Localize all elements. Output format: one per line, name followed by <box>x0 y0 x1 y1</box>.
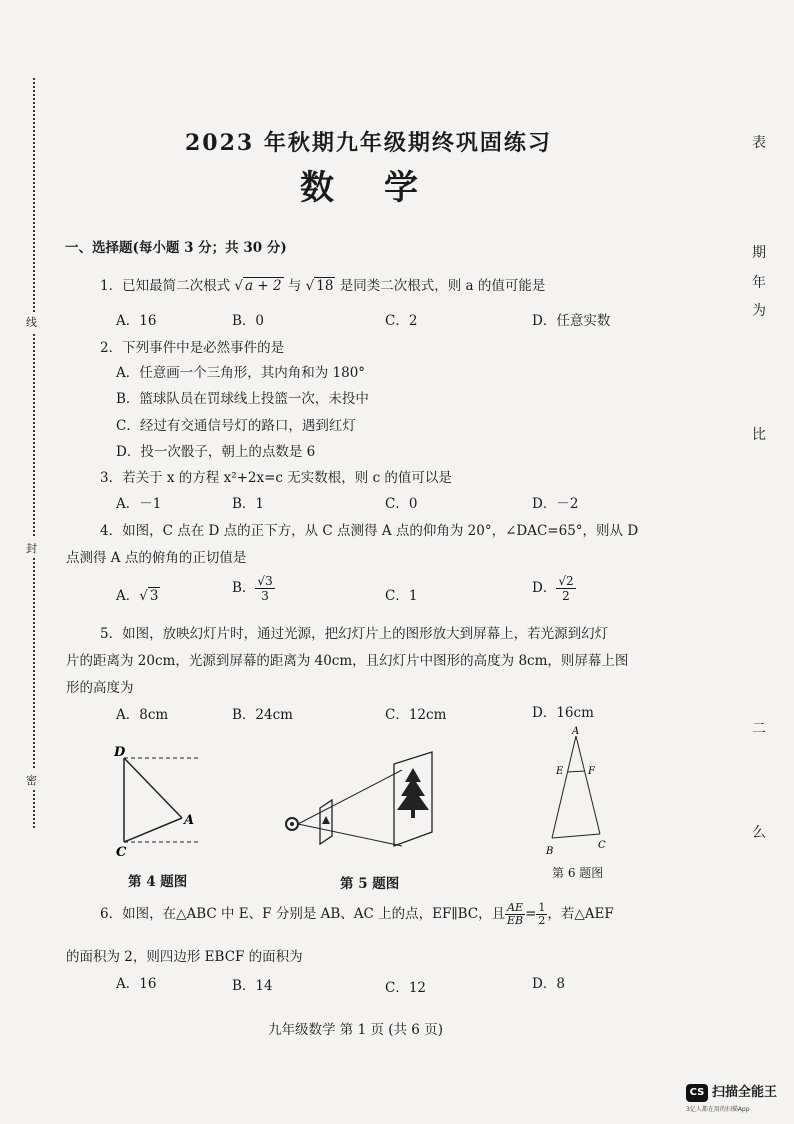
fig6-edge-bc <box>552 834 600 838</box>
figure-5-caption: 第 5 题图 <box>340 876 400 892</box>
right-char: 二 <box>752 721 766 737</box>
fig6-label-a: A <box>572 726 580 737</box>
question-4-line1: 4．如图，C 点在 D 点的正下方，从 C 点测得 A 点的仰角为 20°，∠DAC=65°，则从 D <box>100 523 639 539</box>
fig4-label-c: C <box>116 845 127 860</box>
tree-icon <box>397 768 429 810</box>
q5-option-c: C．12cm <box>385 707 447 723</box>
right-char: 表 <box>752 135 766 151</box>
question-3-stem: 3．若关于 x 的方程 x²+2x=c 无实数根，则 c 的值可以是 <box>100 470 452 486</box>
fig6-edge-ab <box>552 736 576 838</box>
binding-char-xian: 线 <box>26 312 37 332</box>
q2-option-b: B．篮球队员在罚球线上投篮一次，未投中 <box>116 391 369 407</box>
watermark-subtitle: 3亿人都在用的扫描App <box>686 1106 750 1113</box>
q5-option-a: A．8cm <box>116 707 169 723</box>
watermark-name: 扫描全能王 <box>712 1085 778 1100</box>
radicand: a + 2 <box>245 278 282 294</box>
question-4-line2: 点测得 A 点的俯角的正切值是 <box>66 550 247 566</box>
q2-option-d: D．投一次骰子，朝上的点数是 6 <box>116 444 316 460</box>
fig4-label-d: D <box>114 745 126 760</box>
q4-option-b: B． $\frac{√3}{3}$ <box>232 574 273 603</box>
fig4-edge-ca <box>124 818 182 842</box>
binding-char-mi: 密 <box>26 770 37 790</box>
q4-option-a: A．√ 3 <box>116 588 159 604</box>
q3-option-b: B．1 <box>232 496 265 512</box>
figure-4-caption: 第 4 题图 <box>128 874 188 890</box>
q3-option-d: D．－2 <box>532 496 579 512</box>
question-6-line2: 的面积为 2，则四边形 EBCF 的面积为 <box>66 949 303 965</box>
figure-6-diagram <box>540 722 620 862</box>
fig6-segment-ef <box>567 771 585 772</box>
right-char: 期 <box>752 245 766 261</box>
light-source-core <box>290 822 294 826</box>
q2-option-c: C．经过有交通信号灯的路口，遇到红灯 <box>116 418 356 434</box>
question-5-line2: 片的距离为 20cm，光源到屏幕的距离为 40cm，且幻灯片中图形的高度为 8cm，则屏幕上图 <box>66 653 629 669</box>
fig5-ray-bottom <box>298 824 402 846</box>
q4-option-d: D． $\frac{√2}{2}$ <box>532 574 574 603</box>
q1-option-d: D．任意实数 <box>532 313 611 329</box>
q6-option-b: B．14 <box>232 978 273 994</box>
right-char: 为 <box>752 303 766 319</box>
q1-option-b: B．0 <box>232 313 265 329</box>
camscanner-logo-icon: CS <box>686 1084 708 1102</box>
fig4-label-a: A <box>184 813 195 828</box>
right-char: 么 <box>752 825 766 841</box>
q6-option-c: C．12 <box>385 980 427 996</box>
tree-trunk <box>411 810 415 818</box>
q2-option-a: A．任意画一个三角形，其内角和为 180° <box>116 365 366 381</box>
fig5-ray-top <box>298 770 402 824</box>
page-footer: 九年级数学 第 1 页 (共 6 页) <box>268 1022 443 1038</box>
question-2-stem: 2．下列事件中是必然事件的是 <box>100 340 285 356</box>
right-char: 比 <box>752 427 766 443</box>
fig6-label-f: F <box>588 766 595 777</box>
q3-option-a: A．－1 <box>116 496 162 512</box>
subject-title: 数学 <box>300 168 468 208</box>
fig6-label-b: B <box>546 846 554 857</box>
q4-option-c: C．1 <box>385 588 418 604</box>
binding-char-feng: 封 <box>26 538 37 558</box>
question-1-stem: 1．已知最简二次根式 √ a + 2 与 √ 18 是同类二次根式，则 a 的值可能是 <box>100 278 546 294</box>
slide-image-icon <box>322 816 330 824</box>
fig4-edge-da <box>124 758 182 818</box>
q1-option-a: A．16 <box>116 313 157 329</box>
fig6-label-c: C <box>598 840 606 851</box>
question-5-line1: 5．如图，放映幻灯片时，通过光源，把幻灯片上的图形放大到屏幕上，若光源到幻灯 <box>100 626 609 642</box>
q6-option-d: D．8 <box>532 976 565 992</box>
q5-option-d: D．16cm <box>532 705 594 721</box>
section-heading: 一、选择题(每小题 3 分；共 30 分) <box>65 240 287 256</box>
right-char: 年 <box>752 275 766 291</box>
fig6-label-e: E <box>556 766 564 777</box>
fig6-edge-ac <box>576 736 600 834</box>
radicand: 18 <box>316 278 334 294</box>
q1-option-c: C．2 <box>385 313 418 329</box>
binding-dotted-line <box>33 78 35 828</box>
question-6-line1: 6．如图，在△ABC 中 E、F 分别是 AB、AC 上的点，EF∥BC，且 $\frac{AE}{EB}$ = $\frac{1}{2}$ ，若△AEF <box>100 901 614 927</box>
q6-option-a: A．16 <box>116 976 157 992</box>
figure-6-caption: 第 6 题图 <box>552 866 604 880</box>
figure-5-diagram <box>282 750 462 855</box>
q5-option-b: B．24cm <box>232 707 293 723</box>
q3-option-c: C．0 <box>385 496 418 512</box>
exam-title: 2023 年秋期九年级期终巩固练习 <box>185 130 552 156</box>
question-5-line3: 形的高度为 <box>66 680 134 696</box>
scanner-watermark <box>686 1080 777 1102</box>
figure-4-diagram <box>110 740 220 860</box>
